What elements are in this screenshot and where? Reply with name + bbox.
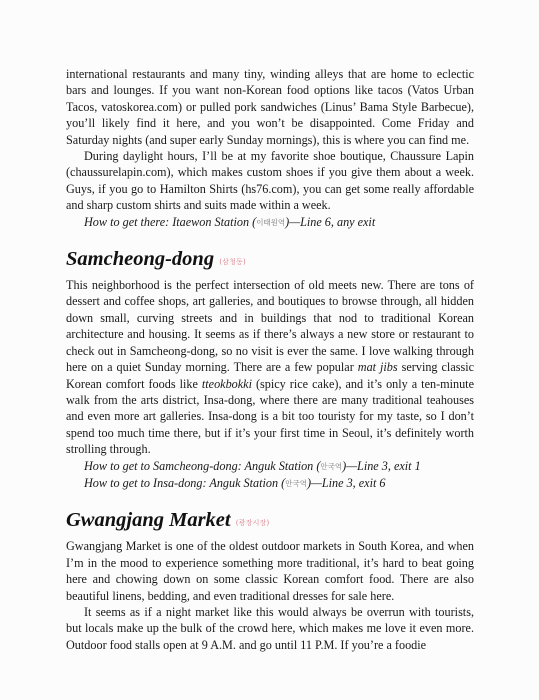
heading-text: Samcheong-dong (66, 248, 215, 271)
itaewon-paragraph-2: During daylight hours, I’ll be at my favorite shoe boutique, Chaussure Lapin (chaussurelapin.com), which makes custom shoes if you give them about a week. Guys, if you go to Hamilton Shirts (hs76.com), you can get some really affordable and sharp custom shirts and suits made within a week. (66, 149, 474, 213)
gwangjang-paragraph-2: It seems as if a night market like this would always be overrun with tourists, but locals make up the bulk of the crowd here, which makes me love it even more. Outdoor food stalls open at 9 A.M. and go until 11 P.M. If you’re a foodie (66, 604, 474, 652)
page-content (66, 66, 474, 653)
paragraph-text: serving classic Korean comfort foods like (66, 360, 475, 391)
directions-text: How to get to Insa-dong: Anguk Station ( (84, 475, 286, 490)
paragraph-text: (spicy rice cake), and it’s only a ten-minute walk from the arts district, Insa-dong, where there are many traditional teahouses and even more art galleries. Insa-dong is a bit too touristy for my taste, so I don’t spend too much time there, but if it’s your first time in Seoul, it’s definitely worth strolling through. (66, 376, 474, 457)
station-korean-name: 안국역 (320, 461, 343, 471)
directions-text: How to get there: Itaewon Station ( (84, 214, 257, 229)
heading-korean-name: (삼청동) (219, 258, 246, 267)
itaewon-paragraph-1: international restaurants and many tiny, winding alleys that are home to eclectic bars and lounges. If you want non-Korean food options like tacos (Vatos Urban Tacos, vatoskorea.com) or pulled pork sandwiches (Linus’ Bama Style Barbecue), you’ll likely find it here, and you won’t be disappointed. Come Friday and Saturday nights (and super early Sunday mornings), this is where you can find me. (66, 67, 474, 147)
directions-line: )—Line 3, exit 6 (306, 475, 386, 490)
insadong-directions (66, 475, 474, 492)
heading-text: Gwangjang Market (66, 509, 231, 532)
station-korean-name: 이태원역 (256, 217, 286, 227)
samcheong-paragraph-1 (66, 277, 474, 457)
gwangjang-paragraph-1: Gwangjang Market is one of the oldest outdoor markets in South Korea, and when I’m in the mood to experience something more traditional, it’s hard to beat going here and chowing down on some classic Korean comfort food. There are also beautiful linens, bedding, and even traditional dresses for sale here. (66, 539, 474, 603)
italic-term-tteokbokki: tteokbokki (201, 376, 252, 391)
section-heading-samcheong (66, 248, 474, 273)
directions-text: How to get to Samcheong-dong: Anguk Station ( (84, 458, 321, 473)
paragraph-text: This neighborhood is the perfect intersection of old meets new. There are tons of dessert and coffee shops, art galleries, and boutiques to browse through, all hidden down small, curving streets and in buildings that nod to traditional Korean architecture and housing. It seems as if there’s always a new store or restaurant to check out in Samcheong-dong, so no visit is ever the same. I love walking through here on a quiet Sunday morning. There are a few popular (66, 278, 474, 375)
directions-line: )—Line 3, exit 1 (342, 458, 421, 473)
italic-term-mat-jibs: mat jibs (357, 360, 398, 375)
station-korean-name: 안국역 (285, 478, 307, 488)
directions-line: )—Line 6, any exit (285, 214, 376, 229)
samcheong-directions (66, 458, 474, 475)
itaewon-directions (66, 214, 474, 231)
section-heading-gwangjang (66, 509, 474, 534)
heading-korean-name: (광장시장) (235, 519, 270, 528)
